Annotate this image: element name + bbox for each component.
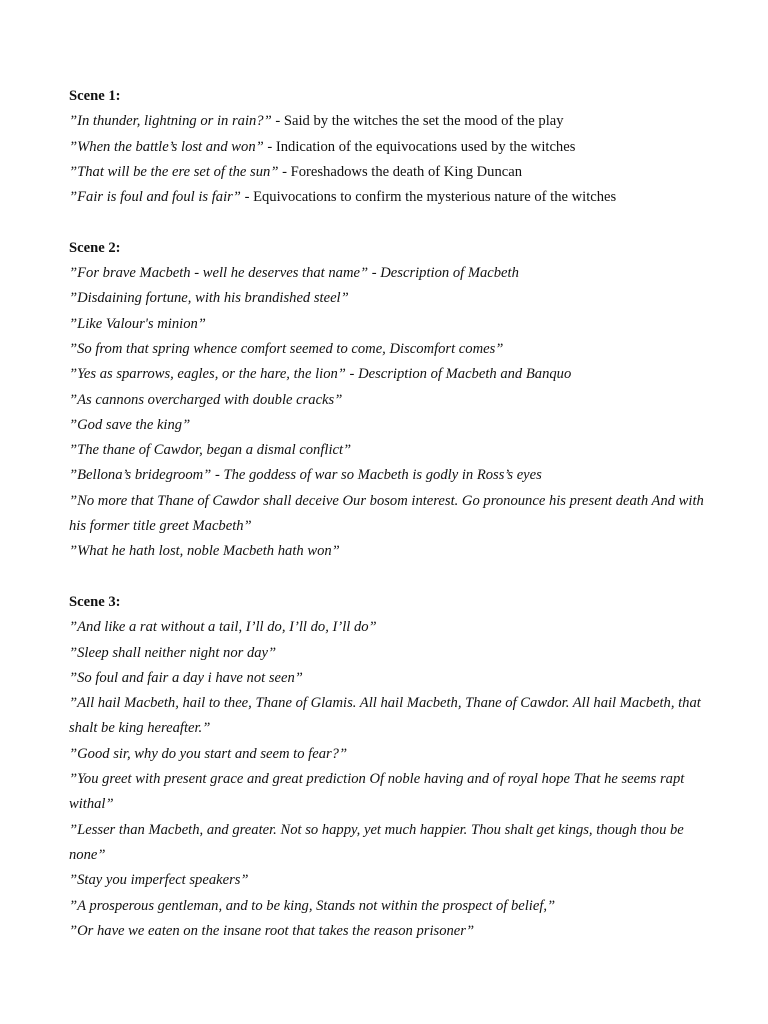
quote-text: ”Stay you imperfect speakers” xyxy=(69,872,249,889)
quote-line xyxy=(69,919,709,944)
quote-line xyxy=(69,489,709,540)
quote-text: ”No more that Thane of Cawdor shall deceive Our bosom interest. Go pronounce his present death And with his former title greet Macbeth” xyxy=(69,492,704,535)
quote-note: - The goddess of war so Macbeth is godly in Ross’s eyes xyxy=(211,467,542,484)
quote-note: - Equivocations to confirm the mysterious nature of the witches xyxy=(240,189,617,206)
scene-section xyxy=(69,84,709,210)
quote-text: ”And like a rat without a tail, I’ll do, I’ll do, I’ll do” xyxy=(69,619,377,636)
quote-line xyxy=(69,868,709,893)
quote-line xyxy=(69,742,709,767)
quote-line xyxy=(69,539,709,564)
quote-line xyxy=(69,818,709,869)
quote-text: ”Disdaining fortune, with his brandished steel” xyxy=(69,290,349,307)
quote-note: - Foreshadows the death of King Duncan xyxy=(278,163,523,180)
scene-heading: Scene 1: xyxy=(69,88,121,104)
quote-text: ”Fair is foul and foul is fair” xyxy=(69,189,241,206)
quote-line xyxy=(69,463,709,488)
quote-line xyxy=(69,691,709,742)
quote-line xyxy=(69,286,709,311)
quote-text: ”So foul and fair a day i have not seen” xyxy=(69,669,303,686)
quote-note: - Said by the witches the set the mood of the play xyxy=(271,113,564,130)
scene-heading: Scene 3: xyxy=(69,593,121,610)
quote-text: ”Sleep shall neither night nor day” xyxy=(69,644,277,661)
quote-line xyxy=(69,894,709,919)
quote-note: - Indication of the equivocations used by the witches xyxy=(263,138,576,155)
quote-line xyxy=(69,312,709,337)
quote-text: ”In thunder, lightning or in rain?” xyxy=(69,113,272,130)
quote-line xyxy=(69,615,709,640)
quote-line xyxy=(69,438,709,463)
quote-text: ”Bellona’s bridegroom” xyxy=(69,467,212,484)
quote-text: ”So from that spring whence comfort seemed to come, Discomfort comes” xyxy=(69,340,504,357)
quote-note: - Description of Macbeth and Banquo xyxy=(345,366,572,383)
quote-text: ”All hail Macbeth, hail to thee, Thane of Glamis. All hail Macbeth, Thane of Cawdor. All hail Macbeth, that shalt be king hereafter.” xyxy=(69,695,701,737)
quote-line xyxy=(69,160,709,185)
quote-text: ”What he hath lost, noble Macbeth hath won” xyxy=(69,543,340,560)
quote-line xyxy=(69,641,709,666)
quote-text: ”When the battle’s lost and won” xyxy=(69,138,264,155)
quote-text: ”That will be the ere set of the sun” xyxy=(69,163,279,180)
quote-line xyxy=(69,337,709,362)
quote-text: ”A prosperous gentleman, and to be king, Stands not within the prospect of belief,” xyxy=(69,897,556,914)
quote-text: ”For brave Macbeth - well he deserves that name” xyxy=(69,265,369,282)
document-content xyxy=(69,84,709,944)
quote-text: ”You greet with present grace and great prediction Of noble having and of royal hope That he seems rapt withal” xyxy=(69,771,685,813)
quote-text: ”Lesser than Macbeth, and greater. Not so happy, yet much happier. Thou shalt get kings, though thou be none” xyxy=(69,821,684,863)
quote-line xyxy=(69,109,709,134)
quote-line xyxy=(69,261,709,286)
quote-text: ”Or have we eaten on the insane root that takes the reason prisoner” xyxy=(69,922,475,939)
scene-section xyxy=(69,236,709,565)
quote-text: ”Yes as sparrows, eagles, or the hare, the lion” xyxy=(69,366,346,383)
quote-line xyxy=(69,388,709,413)
scene-heading: Scene 2: xyxy=(69,239,121,256)
quote-text: ”As cannons overcharged with double cracks” xyxy=(69,391,343,408)
quote-text: ”Like Valour's minion” xyxy=(69,315,206,332)
quote-line xyxy=(69,767,709,818)
quote-line xyxy=(69,666,709,691)
quote-line xyxy=(69,135,709,160)
quote-line xyxy=(69,362,709,387)
quote-note: - Description of Macbeth xyxy=(368,265,519,282)
quote-line xyxy=(69,413,709,438)
quote-line xyxy=(69,185,709,210)
quote-text: ”Good sir, why do you start and seem to fear?” xyxy=(69,745,348,762)
scene-section xyxy=(69,590,709,944)
quote-text: ”The thane of Cawdor, began a dismal conflict” xyxy=(69,442,352,459)
quote-text: ”God save the king” xyxy=(69,416,191,433)
